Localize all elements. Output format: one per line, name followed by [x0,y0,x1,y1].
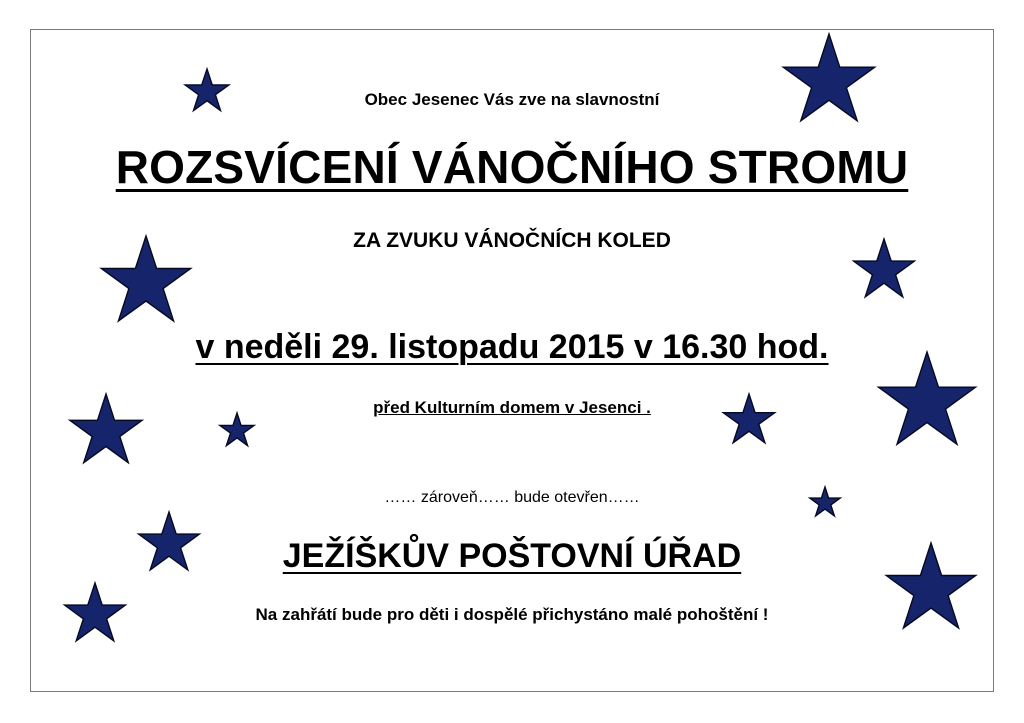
also-text: …… zároveň…… bude otevřen…… [384,489,640,506]
refreshments-text: Na zahřátí bude pro děti i dospělé přichystáno malé pohoštění ! [255,605,769,624]
intro-text: Obec Jesenec Vás zve na slavnostní [364,90,660,109]
event-place: před Kulturním domem v Jesenci . [373,398,651,417]
event-subtitle: ZA ZVUKU VÁNOČNÍCH KOLED [353,229,671,252]
event-date: v neděli 29. listopadu 2015 v 16.30 hod. [195,328,829,366]
event-title: ROZSVÍCENÍ VÁNOČNÍHO STROMU [115,141,909,193]
post-office-heading: JEŽÍŠKŮV POŠTOVNÍ ÚŘAD [282,537,742,575]
